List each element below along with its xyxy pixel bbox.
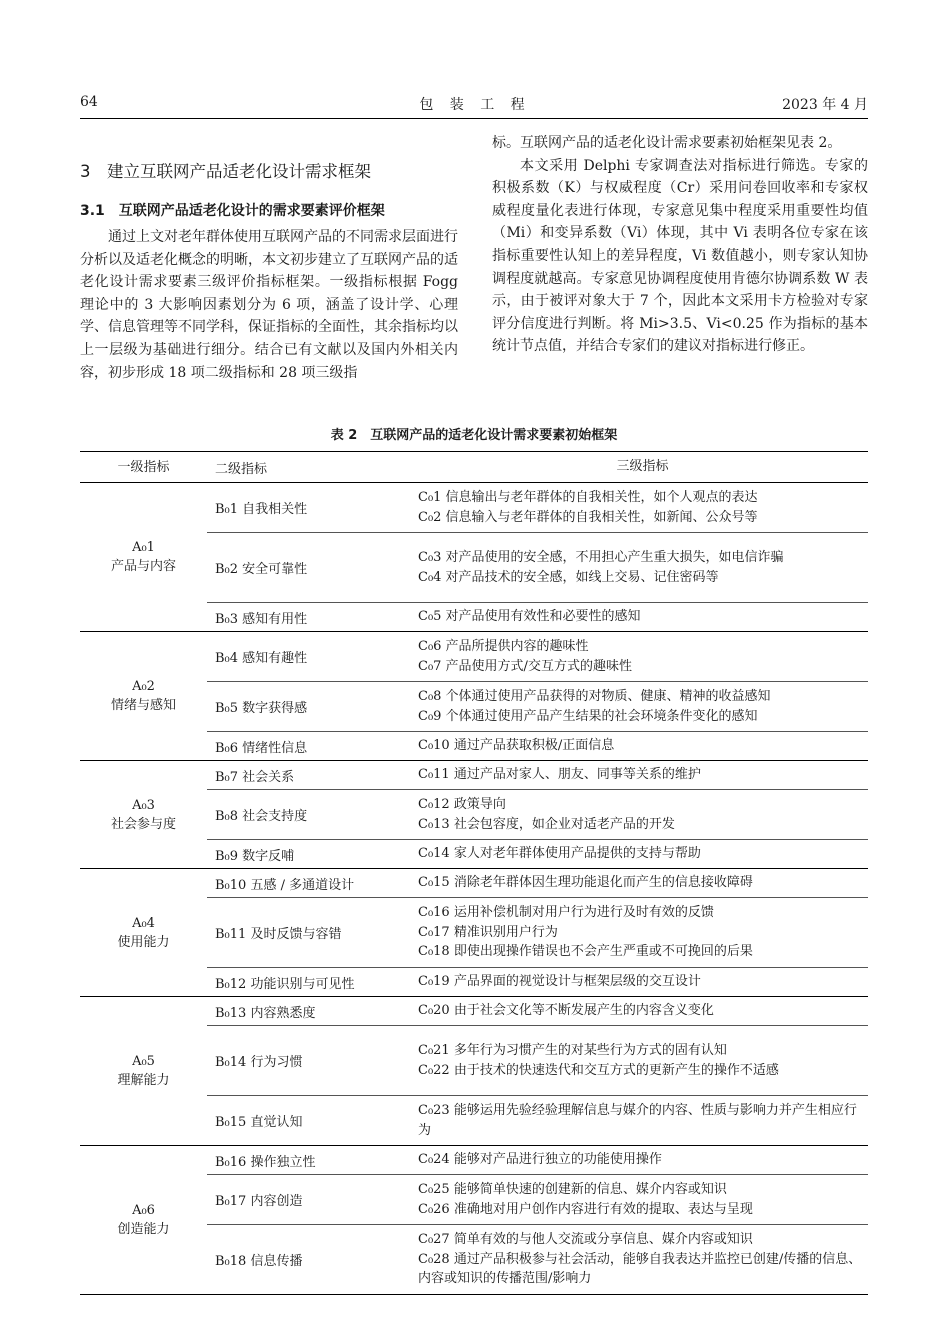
header-level-2: 二级指标 [207,452,416,483]
level-3-item: C₀4 对产品技术的安全感，如线上交易、记住密码等 [418,569,719,585]
level-3-item: C₀7 产品使用方式/交互方式的趣味性 [418,658,632,674]
level-2-cell: B₀2 安全可靠性 [207,533,416,603]
level-2-cell: B₀11 及时反馈与容错 [207,898,416,968]
level-2-cell: B₀16 操作独立性 [207,1146,416,1175]
level-3-cell [416,1146,868,1175]
level-1-name: 理解能力 [117,1073,170,1088]
level-2-cell: B₀5 数字获得感 [207,682,416,732]
level-1-code: A₀5 [132,1054,155,1069]
level-1-cell [80,483,207,632]
level-1-cell [80,997,207,1146]
level-3-cell [416,790,868,840]
level-2-cell: B₀1 自我相关性 [207,483,416,533]
level-1-name: 创造能力 [117,1222,170,1237]
level-3-item: C₀3 对产品使用的安全感，不用担心产生重大损失，如电信诈骗 [418,549,784,565]
level-2-cell: B₀14 行为习惯 [207,1026,416,1096]
page-number: 64 [80,94,98,110]
level-2-cell: B₀6 情绪性信息 [207,732,416,761]
level-1-name: 情绪与感知 [110,698,176,713]
level-2-cell: B₀4 感知有趣性 [207,632,416,682]
level-2-cell: B₀18 信息传播 [207,1225,416,1295]
level-3-cell [416,898,868,968]
level-2-cell: B₀10 五感 / 多通道设计 [207,869,416,898]
body-paragraph: 通过上文对老年群体使用互联网产品的不同需求层面进行分析以及适老化概念的明晰，本文初步建立了互联网产品的适老化设计需求要素三级评价指标框架。一级指标根据 Fogg 理论中的 3 大影响因素划分为 6 项，涵盖了设计学、心理学、信息管理等不同学科，保证指标的全面性，其余指标均以上一层级为基础进行细分。结合已有文献以及国内外相关内容，初步形成 18 项二级指标和 28 项三级指 [80,229,458,381]
level-3-item: C₀5 对产品使用有效性和必要性的感知 [418,609,641,625]
level-3-item: C₀25 能够简单快速的创建新的信息、媒介内容或知识 [418,1181,727,1197]
table-row [80,1146,868,1175]
header-level-3: 三级指标 [416,452,868,483]
level-3-cell [416,483,868,533]
level-3-cell [416,968,868,997]
body-paragraph-continued: 标。互联网产品的适老化设计需求要素初始框架见表 2。 [492,135,842,151]
level-1-cell [80,761,207,869]
level-1-cell [80,1146,207,1295]
table-caption: 表 2 互联网产品的适老化设计需求要素初始框架 [330,428,618,443]
level-3-item: C₀16 运用补偿机制对用户行为进行及时有效的反馈 [418,905,714,921]
issue-date: 2023 年 4 月 [782,97,868,113]
level-3-cell [416,869,868,898]
level-1-cell [80,632,207,761]
level-3-item: C₀9 个体通过使用产品产生结果的社会环境条件变化的感知 [418,708,758,724]
level-3-cell [416,1026,868,1096]
level-3-item: C₀15 消除老年群体因生理功能退化而产生的信息接收障碍 [418,875,753,891]
level-2-cell: B₀9 数字反哺 [207,840,416,869]
level-3-item: C₀6 产品所提供内容的趣味性 [418,638,589,654]
level-3-item: C₀8 个体通过使用产品获得的对物质、健康、精神的收益感知 [418,688,771,704]
level-1-code: A₀1 [132,540,155,555]
level-2-cell: B₀8 社会支持度 [207,790,416,840]
level-2-cell: B₀17 内容创造 [207,1175,416,1225]
level-3-item: C₀11 通过产品对家人、朋友、同事等关系的维护 [418,767,701,783]
level-3-item: C₀17 精准识别用户行为 [418,924,558,940]
level-3-cell [416,632,868,682]
right-column [492,132,868,358]
level-1-code: A₀4 [132,915,155,931]
level-3-item: C₀10 通过产品获取积极/正面信息 [418,738,615,754]
level-1-name: 使用能力 [117,934,170,950]
level-3-cell [416,732,868,761]
level-1-code: A₀3 [132,797,155,813]
level-1-name: 社会参与度 [110,816,176,832]
level-3-item: C₀12 政策导向 [418,796,506,812]
table-row [80,761,868,790]
level-3-item: C₀14 家人对老年群体使用产品提供的支持与帮助 [418,846,701,862]
level-2-cell: B₀12 功能识别与可见性 [207,968,416,997]
table-row [80,483,868,533]
level-1-code: A₀2 [132,679,155,694]
level-3-item: C₀18 即使出现操作错误也不会产生严重或不可挽回的后果 [418,944,753,960]
level-3-item: C₀27 简单有效的与他人交流或分享信息、媒介内容或知识 [418,1232,753,1248]
level-2-cell: B₀7 社会关系 [207,761,416,790]
journal-name: 包 装 工 程 [419,97,531,113]
level-1-cell [80,869,207,997]
level-3-item: C₀22 由于技术的快速迭代和交互方式的更新产生的操作不适感 [418,1062,779,1078]
level-3-item: C₀26 准确地对用户创作内容进行有效的提取、表达与呈现 [418,1201,753,1217]
level-3-item: C₀2 信息输入与老年群体的自我相关性，如新闻、公众号等 [418,509,758,525]
level-2-cell: B₀3 感知有用性 [207,603,416,632]
level-1-name: 产品与内容 [110,559,176,574]
level-3-cell [416,761,868,790]
subsection-title: 3.1 互联网产品适老化设计的需求要素评价框架 [80,203,385,219]
framework-table [80,451,868,1295]
body-paragraph-delphi: 本文采用 Delphi 专家调查法对指标进行筛选。专家的积极系数（K）与权威程度（Cr）采用问卷回收率和专家权威程度量化表进行体现，专家意见集中程度采用重要性均值（Mi）和变异系数（Vi）体现，其中 Vi 表明各位专家在该指标重要性认知上的差异程度，Vi 数值越小，则专家认知协调程度就越高。专家意见协调程度使用肯德尔协调系数 W 表示，由于被评对象大于 7 个，因此本文采用卡方检验对专家评分信度进行判断。将 Mi>3.5、Vi<0.25 作为指标的基本统计节点值，并结合专家们的建议对指标进行修正。 [492,157,868,355]
level-3-item: C₀13 社会包容度，如企业对适老产品的开发 [418,816,675,832]
table-row [80,632,868,682]
level-3-cell [416,1225,868,1295]
level-2-cell: B₀15 直觉认知 [207,1096,416,1146]
table-row [80,997,868,1026]
level-3-cell [416,840,868,869]
level-3-item: C₀28 通过产品积极参与社会活动，能够自我表达并监控已创建/传播的信息、内容或知识的传播范围/影响力 [418,1251,862,1287]
level-3-cell [416,533,868,603]
header-rule [80,118,868,119]
level-3-item: C₀23 能够运用先验经验理解信息与媒介的内容、性质与影响力并产生相应行为 [418,1102,857,1138]
table-header-row [80,452,868,483]
level-3-cell [416,603,868,632]
level-3-item: C₀1 信息输出与老年群体的自我相关性，如个人观点的表达 [418,489,758,505]
level-3-cell [416,682,868,732]
table-body [80,483,868,1295]
section-title: 3 建立互联网产品适老化设计需求框架 [80,162,371,181]
level-3-item: C₀19 产品界面的视觉设计与框架层级的交互设计 [418,974,701,990]
header-level-1: 一级指标 [80,452,207,483]
level-3-item: C₀21 多年行为习惯产生的对某些行为方式的固有认知 [418,1042,727,1058]
level-3-item: C₀24 能够对产品进行独立的功能使用操作 [418,1152,662,1168]
level-3-cell [416,1096,868,1146]
level-3-cell [416,1175,868,1225]
table-row [80,869,868,898]
level-2-cell: B₀13 内容熟悉度 [207,997,416,1026]
level-3-cell [416,997,868,1026]
level-1-code: A₀6 [132,1203,155,1218]
level-3-item: C₀20 由于社会文化等不断发展产生的内容含义变化 [418,1003,714,1019]
left-column [80,132,458,384]
